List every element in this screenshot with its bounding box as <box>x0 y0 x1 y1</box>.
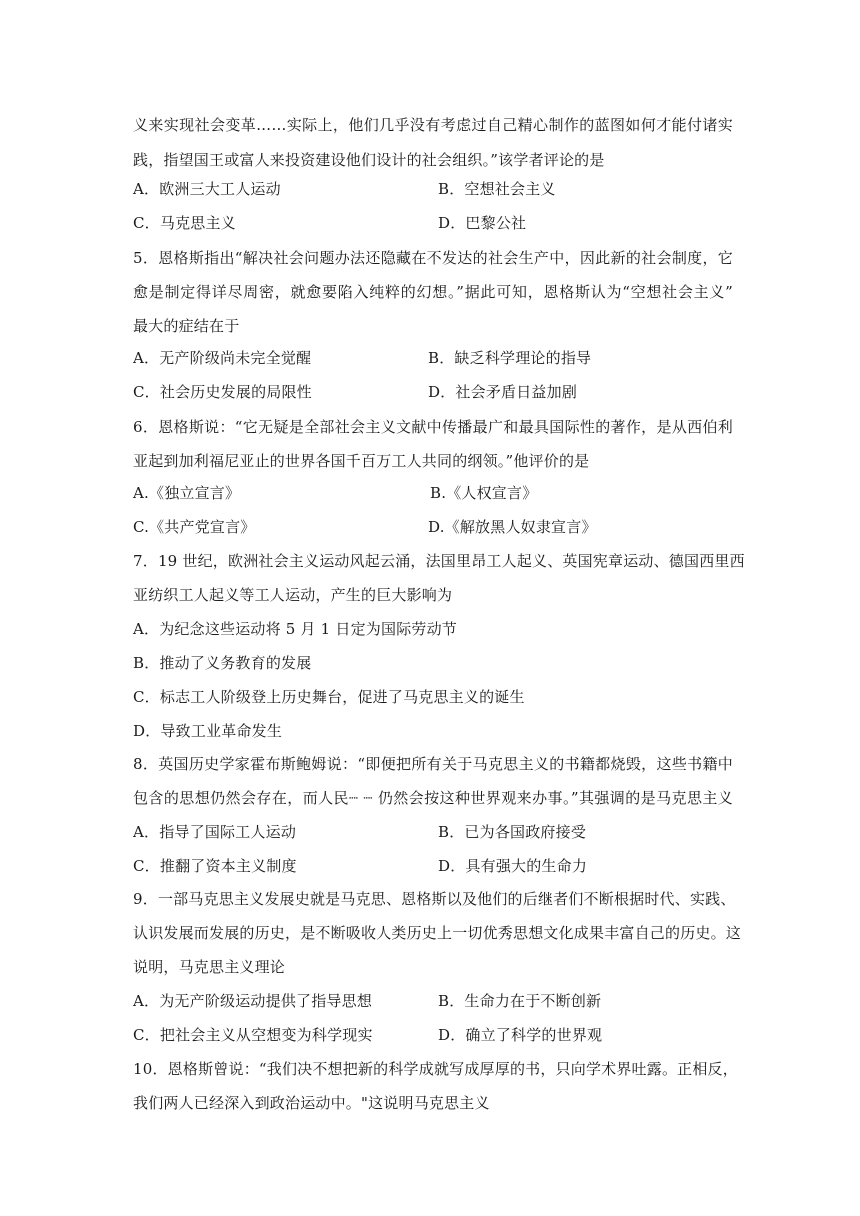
q9-option-a: A．为无产阶级运动提供了指导思想 <box>133 992 373 1010</box>
q4-stem-line-2: 践，指望国王或富人来投资建设他们设计的社会组织。”该学者评论的是 <box>133 151 605 169</box>
q7-option-d: D．导致工业革命发生 <box>133 722 283 740</box>
q9-option-d: D．确立了科学的世界观 <box>438 1026 603 1044</box>
q5-option-b: B．缺乏科学理论的指导 <box>428 349 592 367</box>
q6-stem-line-2: 亚起到加利福尼亚止的世界各国千百万工人共同的纲领。”他评价的是 <box>133 452 590 470</box>
q9-stem-line-3: 说明，马克思主义理论 <box>133 958 286 976</box>
q5-stem-line-2: 愈是制定得详尽周密，就愈要陷入纯粹的幻想。”据此可知，恩格斯认为“空想社会主义” <box>133 283 733 301</box>
q9-option-b: B．生命力在于不断创新 <box>438 992 602 1010</box>
q4-option-d: D．巴黎公社 <box>438 214 527 232</box>
q4-option-a: A．欧洲三大工人运动 <box>133 180 281 198</box>
q7-option-c: C．标志工人阶级登上历史舞台，促进了马克思主义的诞生 <box>133 688 525 706</box>
q5-option-a: A．无产阶级尚未完全觉醒 <box>133 349 312 367</box>
q5-stem-line-1: 5．恩格斯指出“解决社会问题办法还隐藏在不发达的社会生产中，因此新的社会制度，它 <box>133 249 733 267</box>
q8-option-a: A．指导了国际工人运动 <box>133 823 297 841</box>
q6-option-c: C.《共产党宣言》 <box>133 518 256 536</box>
q9-stem-line-2: 认识发展而发展的历史，是不断吸收人类历史上一切优秀思想文化成果丰富自己的历史。这 <box>133 924 742 942</box>
q9-option-c: C．把社会主义从空想变为科学现实 <box>133 1026 373 1044</box>
q4-option-c: C．马克思主义 <box>133 214 236 232</box>
q6-stem-line-1: 6．恩格斯说：“它无疑是全部社会主义文献中传播最广和最具国际性的著作，是从西伯利 <box>133 418 733 436</box>
q4-stem-line-1: 义来实现社会变革……实际上，他们几乎没有考虑过自己精心制作的蓝图如何才能付诸实 <box>133 116 733 134</box>
q5-stem-line-3: 最大的症结在于 <box>133 317 240 335</box>
q5-option-c: C．社会历史发展的局限性 <box>133 383 312 401</box>
q10-stem-line-2: 我们两人已经深入到政治运动中。"这说明马克思主义 <box>133 1094 490 1112</box>
q8-option-d: D．具有强大的生命力 <box>438 857 588 875</box>
q5-option-d: D．社会矛盾日益加剧 <box>428 383 578 401</box>
q7-stem-line-2: 亚纺织工人起义等工人运动，产生的巨大影响为 <box>133 586 453 604</box>
q8-option-c: C．推翻了资本主义制度 <box>133 857 297 875</box>
q7-option-a: A．为纪念这些运动将 5 月 1 日定为国际劳动节 <box>133 620 457 638</box>
q8-stem-line-1: 8．英国历史学家霍布斯鲍姆说：“即便把所有关于马克思主义的书籍都烧毁，这些书籍中 <box>133 755 733 773</box>
q6-option-a: A.《独立宣言》 <box>133 484 241 502</box>
q9-stem-line-1: 9．一部马克思主义发展史就是马克思、恩格斯以及他们的后继者们不断根据时代、实践、 <box>133 890 736 908</box>
q4-option-b: B．空想社会主义 <box>438 180 556 198</box>
q7-option-b: B．推动了义务教育的发展 <box>133 654 312 672</box>
q6-option-d: D.《解放黑人奴隶宣言》 <box>428 518 597 536</box>
q8-stem-line-2: 包含的思想仍然会存在，而人民┈ ┈ 仍然会按这种世界观来办事。”其强调的是马克思主义 <box>133 789 733 807</box>
q10-stem-line-1: 10．恩格斯曾说：“我们决不想把新的科学成就写成厚厚的书，只向学术界吐露。正相反， <box>133 1060 738 1078</box>
q6-option-b: B.《人权宣言》 <box>430 484 538 502</box>
q7-stem-line-1: 7．19 世纪，欧洲社会主义运动风起云涌，法国里昂工人起义、英国宪章运动、德国西里西 <box>133 552 745 570</box>
q8-option-b: B．已为各国政府接受 <box>438 823 587 841</box>
